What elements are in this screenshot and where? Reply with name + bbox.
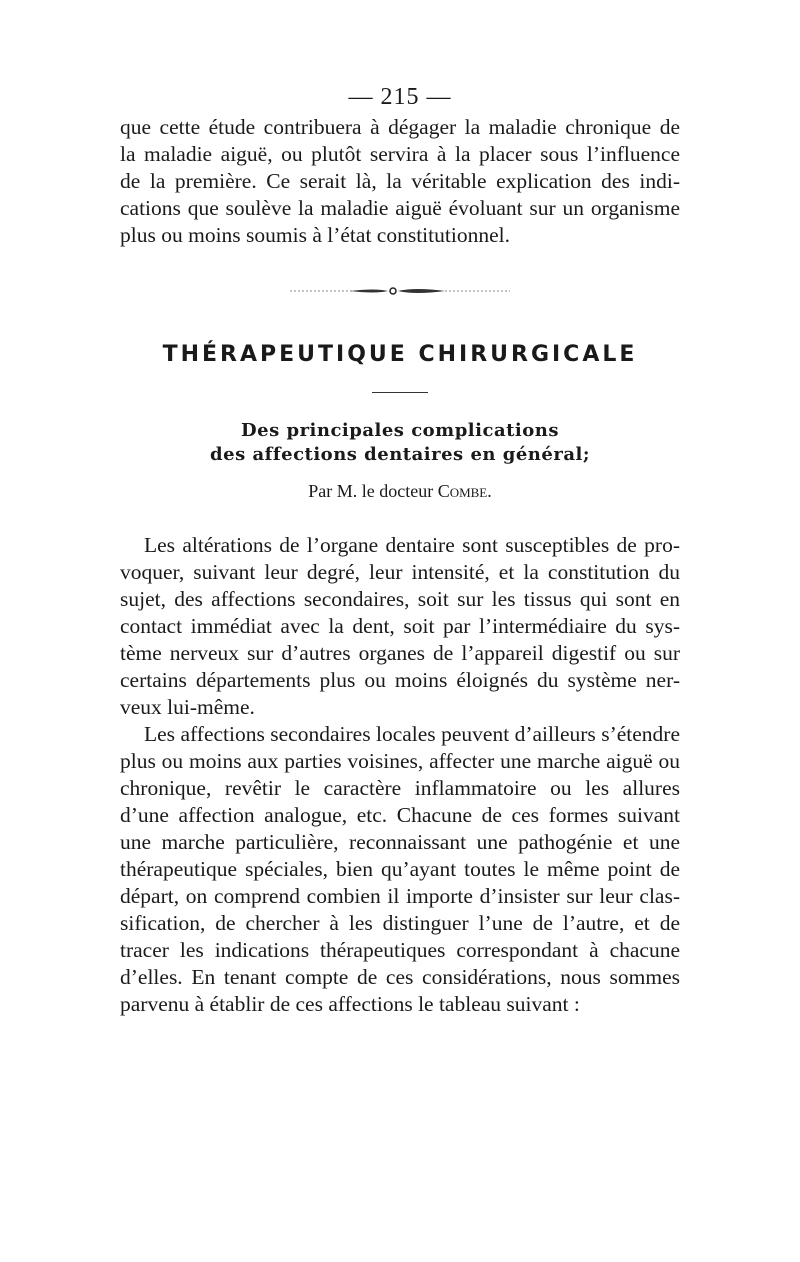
text-line: plus ou moins aux parties voisines, affecter une marche aiguë ou (120, 749, 680, 773)
text-line: cations que soulève la maladie aiguë évoluant sur un organisme (120, 196, 680, 220)
text-line: voquer, suivant leur degré, leur intensité, et la constitution du (120, 560, 680, 584)
article-subtitle: Des principales complications (241, 420, 559, 441)
section-title: THÉRAPEUTIQUE CHIRURGICALE (162, 342, 638, 367)
text-line: chronique, revêtir le caractère inflammatoire ou les allures (120, 776, 680, 800)
title-divider (372, 392, 428, 393)
text-line: contact immédiat avec la dent, soit par l’intermédiaire du sys- (120, 614, 680, 638)
text-line: veux lui-même. (120, 695, 255, 719)
author-name: Combe. (437, 481, 492, 501)
author-byline (0, 481, 800, 502)
ornament-divider (280, 286, 520, 296)
page-number: — 215 — (348, 84, 452, 110)
article-body (120, 532, 680, 1018)
text-line: plus ou moins soumis à l’état constitutionnel. (120, 223, 510, 247)
text-line: Les altérations de l’organe dentaire sont susceptibles de pro- (144, 533, 680, 557)
text-line: Les affections secondaires locales peuvent d’ailleurs s’étendre (144, 722, 680, 746)
byline-prefix: Par M. le docteur (308, 481, 434, 501)
text-line: départ, on comprend combien il importe d’insister sur leur clas- (120, 884, 680, 908)
text-line: certains départements plus ou moins éloignés du système ner- (120, 668, 680, 692)
text-line: la maladie aiguë, ou plutôt servira à la placer sous l’influence (120, 142, 680, 166)
intro-paragraph (120, 114, 680, 249)
text-line: de la première. Ce serait là, la véritable explication des indi- (120, 169, 680, 193)
text-line: sujet, des affections secondaires, soit sur les tissus qui sont en (120, 587, 680, 611)
text-line: que cette étude contribuera à dégager la maladie chronique de (120, 115, 680, 139)
article-subtitle: des affections dentaires en général; (210, 444, 590, 465)
text-line: sification, de chercher à les distinguer l’une de l’autre, et de (120, 911, 680, 935)
text-line: tracer les indications thérapeutiques correspondant à chacune (120, 938, 680, 962)
text-line: d’elles. En tenant compte de ces considérations, nous sommes (120, 965, 680, 989)
text-line: une marche particulière, reconnaissant une pathogénie et une (120, 830, 680, 854)
text-line: parvenu à établir de ces affections le tableau suivant : (120, 992, 580, 1016)
text-line: d’une affection analogue, etc. Chacune de ces formes suivant (120, 803, 680, 827)
text-line: thérapeutique spéciales, bien qu’ayant toutes le même point de (120, 857, 680, 881)
text-line: tème nerveux sur d’autres organes de l’appareil digestif ou sur (120, 641, 680, 665)
